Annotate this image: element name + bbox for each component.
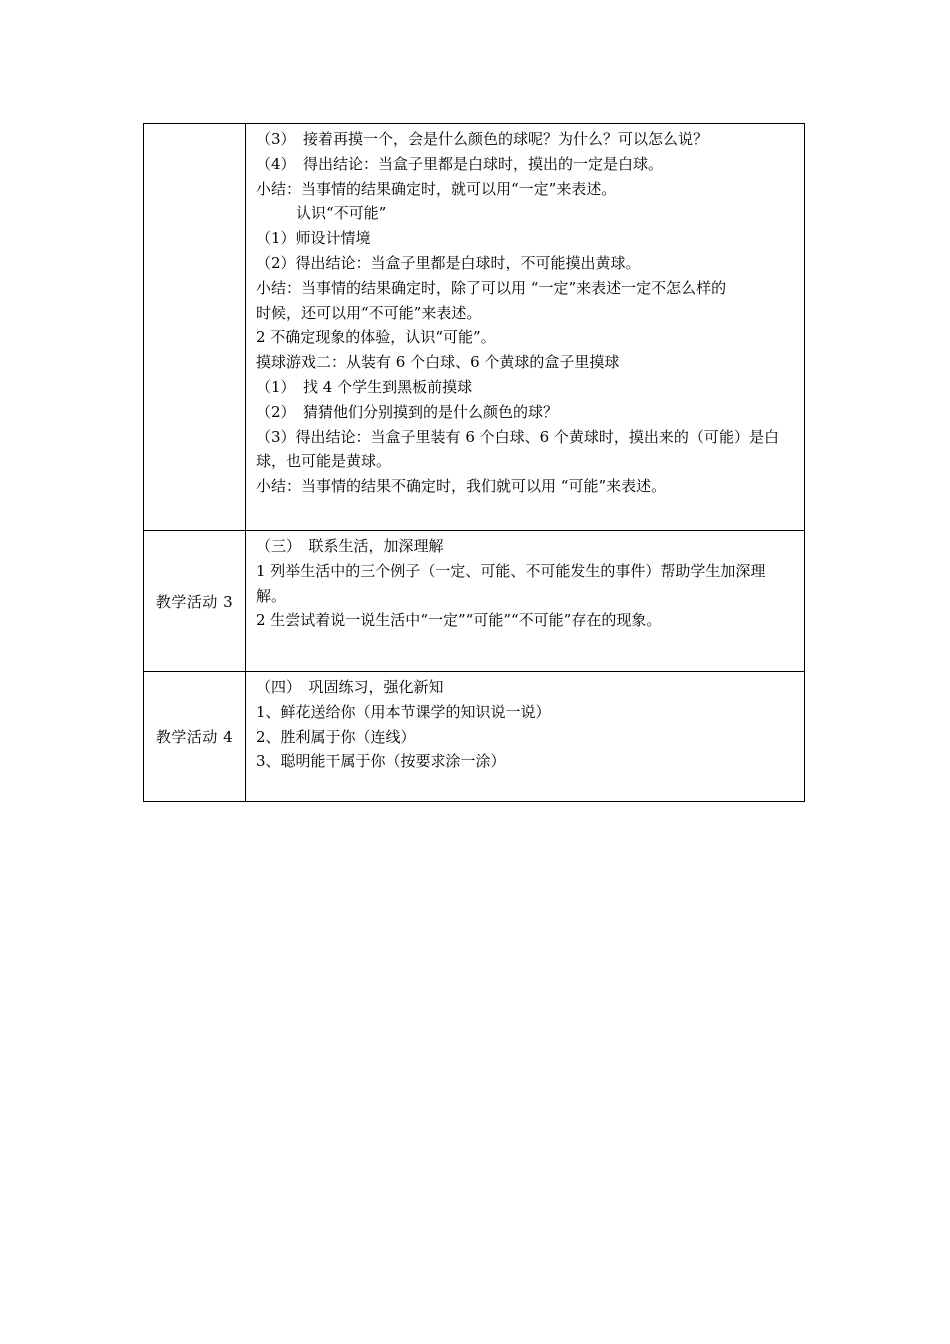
row-label-cell: 教学活动 4: [144, 672, 246, 802]
content-line: （4） 得出结论：当盒子里都是白球时，摸出的一定是白球。: [256, 154, 664, 173]
content-line: 2 不确定现象的体验，认识“可能”。: [256, 328, 496, 347]
content-line: （三） 联系生活，加深理解: [256, 537, 444, 555]
content-line: 时候，还可以用“不可能”来表述。: [256, 303, 482, 322]
row-label-cell: 教学活动 3: [144, 531, 246, 672]
content-line: （1） 找 4 个学生到黑板前摸球: [256, 377, 473, 396]
table-row: [144, 531, 805, 672]
content-line: 球，也可能是黄球。: [256, 452, 392, 471]
row-content-cell: [246, 124, 805, 531]
content-line: 小结：当事情的结果确定时，除了可以用 “一定”来表述一定不怎么样的: [256, 278, 727, 297]
row-label-cell: [144, 124, 246, 531]
content-line: 2 生尝试着说一说生活中“一定”“可能”“不可能”存在的现象。: [256, 611, 662, 630]
content-line: 3、聪明能干属于你（按要求涂一涂）: [256, 752, 506, 771]
content-line: （3） 接着再摸一个，会是什么颜色的球呢？为什么？可以怎么说？: [256, 130, 709, 148]
table-row: [144, 672, 805, 802]
content-line: 小结：当事情的结果确定时，就可以用“一定”来表述。: [256, 179, 617, 198]
content-line: 1 列举生活中的三个例子（一定、可能、不可能发生的事件）帮助学生加深理: [256, 561, 766, 580]
content-line: （2） 猜猜他们分别摸到的是什么颜色的球？: [256, 402, 559, 421]
content-line: 摸球游戏二：从装有 6 个白球、6 个黄球的盒子里摸球: [256, 353, 620, 372]
content-line: 认识“不可能”: [296, 204, 387, 223]
lesson-plan-table: [143, 123, 805, 802]
row-content-cell: [246, 531, 805, 672]
content-line: 1、鲜花送给你（用本节课学的知识说一说）: [256, 702, 551, 721]
content-line: 小结：当事情的结果不确定时，我们就可以用 “可能”来表述。: [256, 477, 667, 496]
content-line: （3）得出结论：当盒子里装有 6 个白球、6 个黄球时，摸出来的（可能）是白: [256, 427, 779, 446]
content-line: （四） 巩固练习，强化新知: [256, 678, 444, 696]
content-line: 2、胜利属于你（连线）: [256, 727, 416, 746]
row-content-cell: [246, 672, 805, 802]
content-line: 解。: [256, 586, 287, 605]
table-row: [144, 124, 805, 531]
content-line: （1）师设计情境: [256, 229, 371, 248]
content-line: （2）得出结论：当盒子里都是白球时，不可能摸出黄球。: [256, 253, 641, 272]
